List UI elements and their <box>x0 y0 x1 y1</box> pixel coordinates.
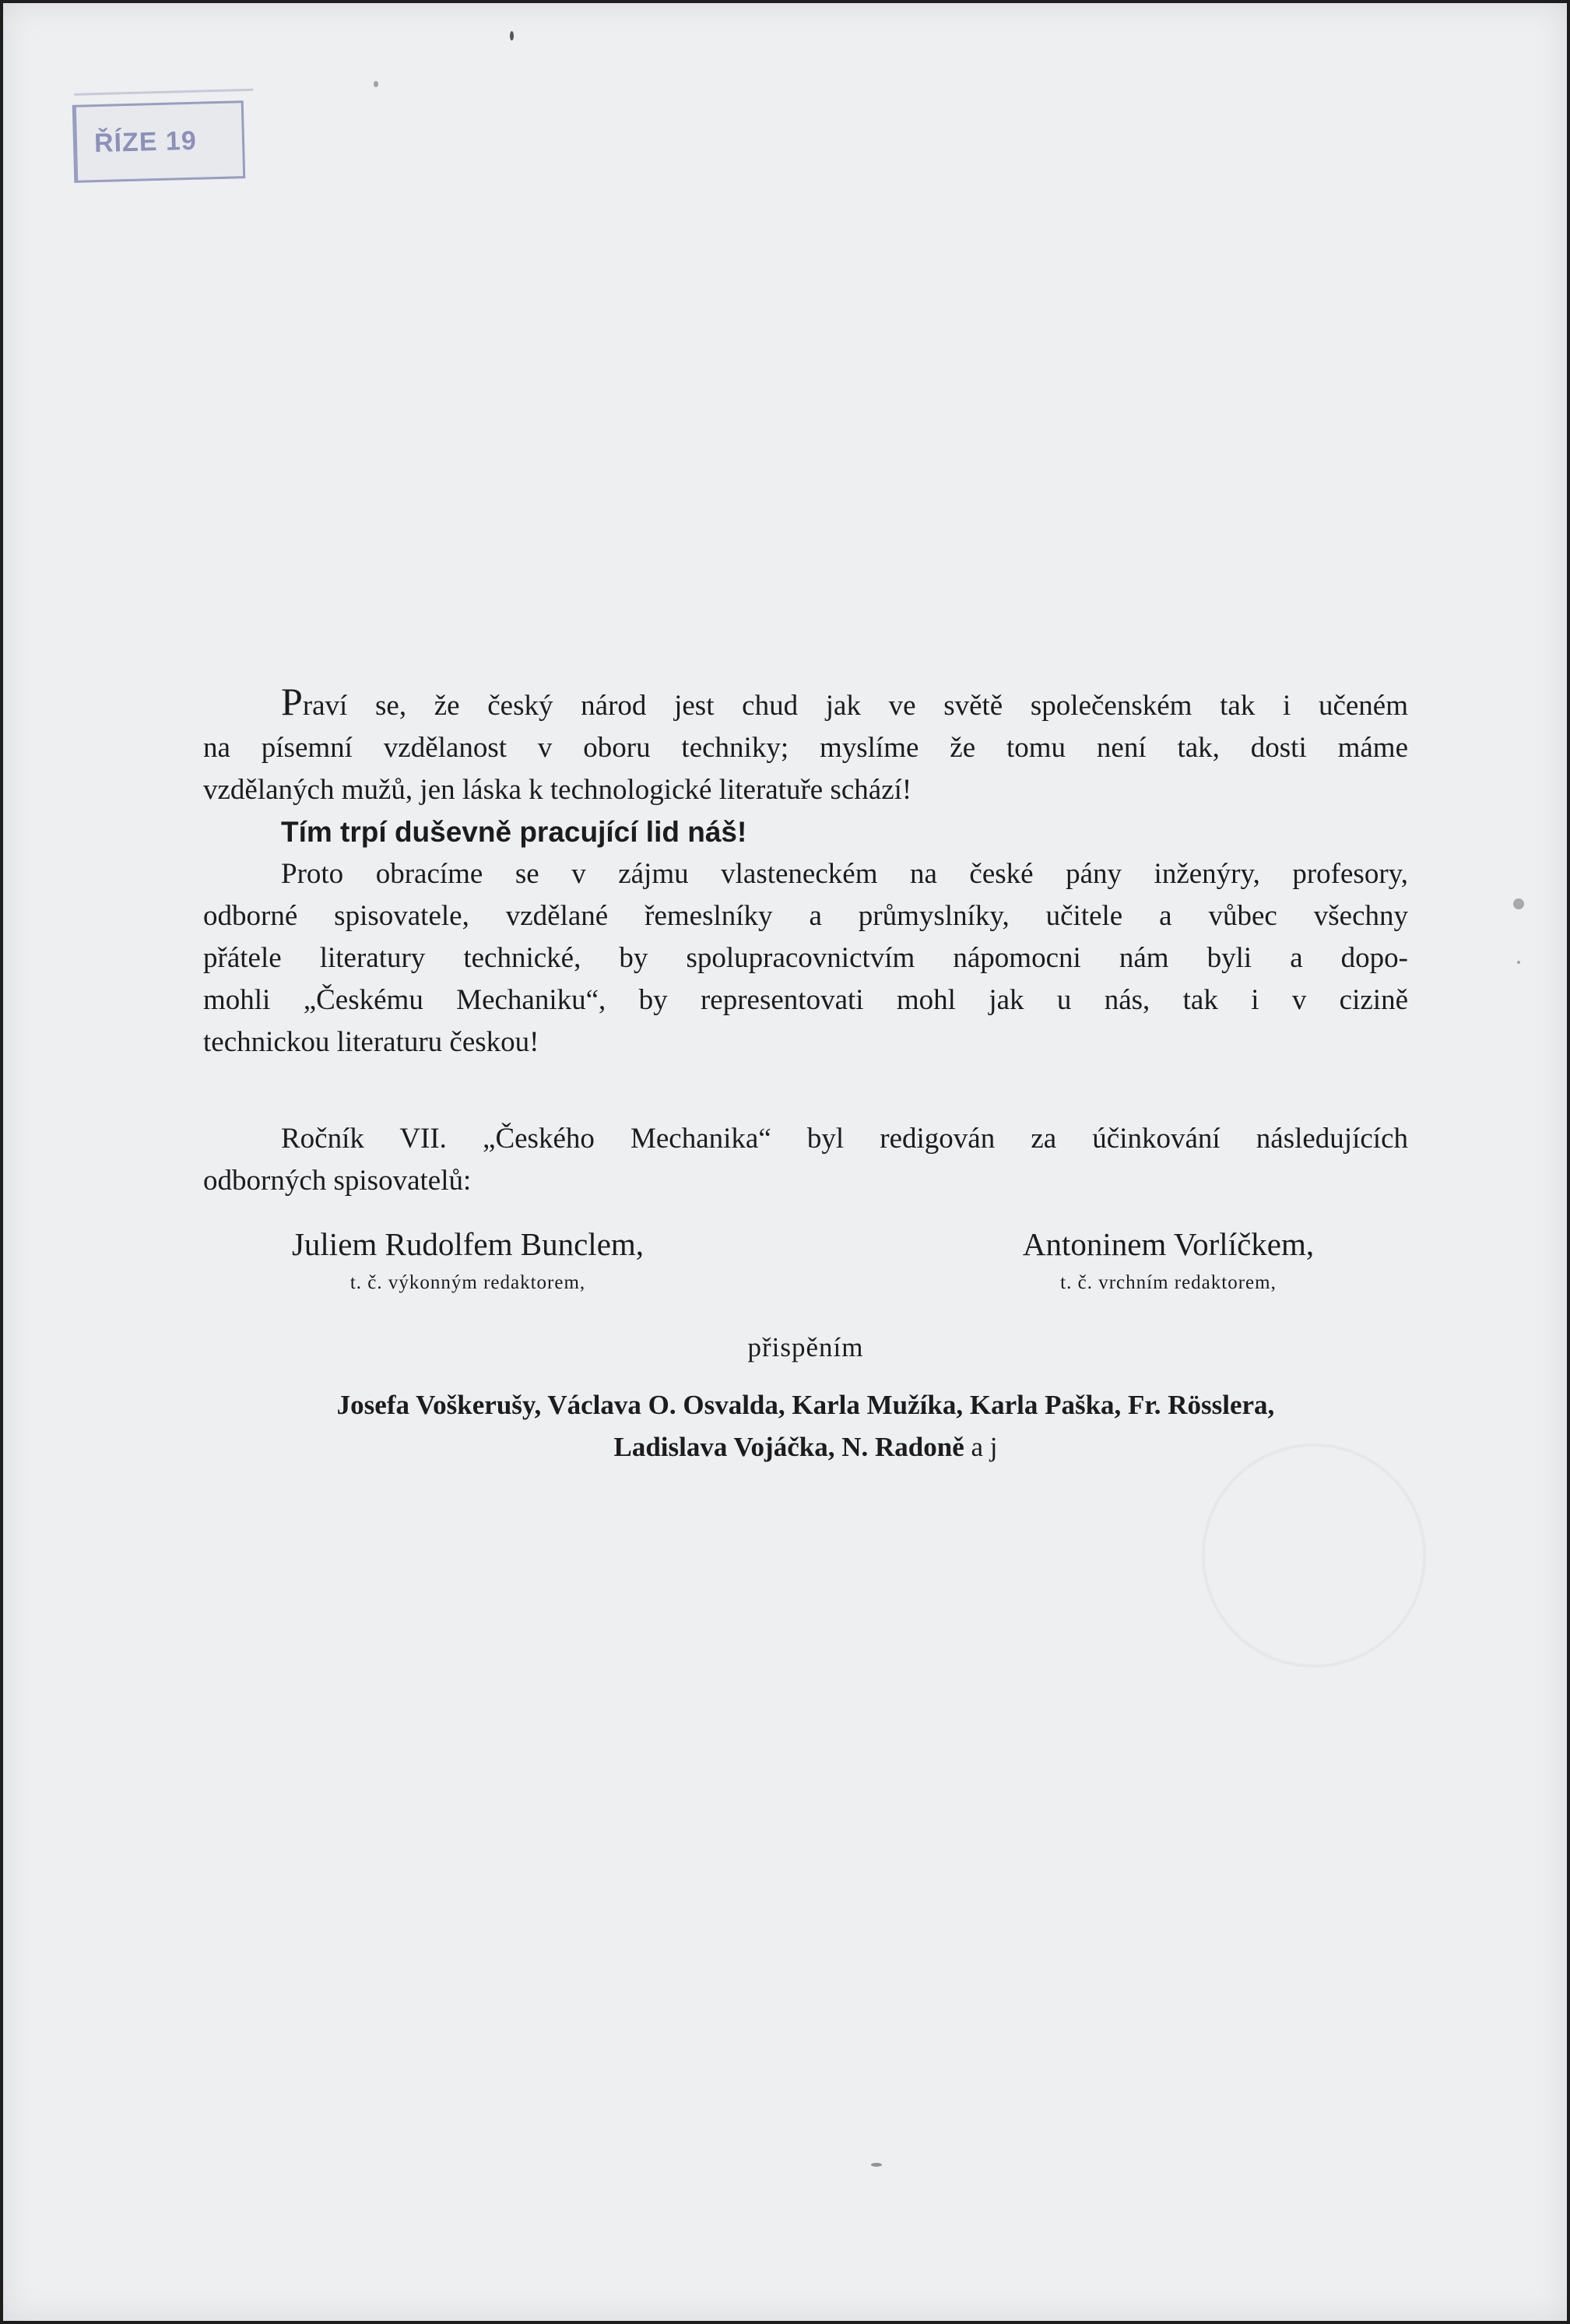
document-page <box>3 3 1567 2321</box>
main-text <box>203 680 1408 1468</box>
editor-role: t. č. vrchním redaktorem, <box>1060 1272 1277 1293</box>
bleed-through-circle <box>1202 1443 1426 1668</box>
appeal-line: odborné spisovatele, vzdělané řemeslníky a průmyslníky, učitele a vůbec všechny <box>203 900 1408 932</box>
appeal-line: Proto obracíme se v zájmu vlasteneckém na české pány inženýry, profesory, <box>281 858 1408 890</box>
credits-line: Ročník VII. „Českého Mechanika“ byl redigován za účinkování následujících <box>281 1123 1408 1155</box>
intro-paragraph <box>203 680 1408 811</box>
editor-chief <box>950 1224 1386 1299</box>
appeal-line: mohli „Českému Mechaniku“, by representovati mohl jak u nás, tak i v cizině <box>203 984 1408 1016</box>
appeal-paragraph <box>203 853 1408 1064</box>
intro-line: vzdělaných mužů, jen láska k technologické literatuře schází! <box>203 774 912 806</box>
editors <box>203 1224 1408 1310</box>
speck <box>374 81 378 87</box>
emphasis-line: Tím trpí duševně pracující lid náš! <box>281 816 747 848</box>
intro-line: Praví se, že český národ jest chud jak ve světě společenském tak i učeném <box>281 680 1408 723</box>
library-stamp <box>72 100 246 183</box>
editor-role: t. č. výkonným redaktorem, <box>349 1272 586 1293</box>
contributors-list <box>203 1384 1408 1468</box>
speck <box>1513 898 1524 909</box>
editor-name: Antoninem Vorlíčkem, <box>1022 1226 1315 1262</box>
with-help-label: přispěním <box>747 1332 864 1362</box>
contributors-line: Josefa Voškerušy, Václava O. Osvalda, Karla Mužíka, Karla Paška, Fr. Rösslera, <box>336 1390 1275 1420</box>
appeal-line: technickou literaturu českou! <box>203 1026 539 1058</box>
dropcap: P <box>281 680 303 723</box>
editor-executive <box>234 1224 701 1299</box>
editor-name: Juliem Rudolfem Bunclem, <box>291 1226 645 1262</box>
speck <box>871 2163 882 2167</box>
stamp-text: ŘÍZE 19 <box>93 125 198 158</box>
speck <box>510 31 514 40</box>
credits-paragraph <box>203 1118 1408 1202</box>
appeal-line: přátele literatury technické, by spolupracovnictvím nápomocni nám byli a dopo- <box>203 942 1408 974</box>
contributors-line: Ladislava Vojáčka, N. Radoně a j <box>613 1432 998 1462</box>
credits-line: odborných spisovatelů: <box>203 1165 472 1197</box>
intro-line: na písemní vzdělanost v oboru techniky; myslíme že tomu není tak, dosti máme <box>203 732 1408 764</box>
speck <box>1517 961 1520 964</box>
